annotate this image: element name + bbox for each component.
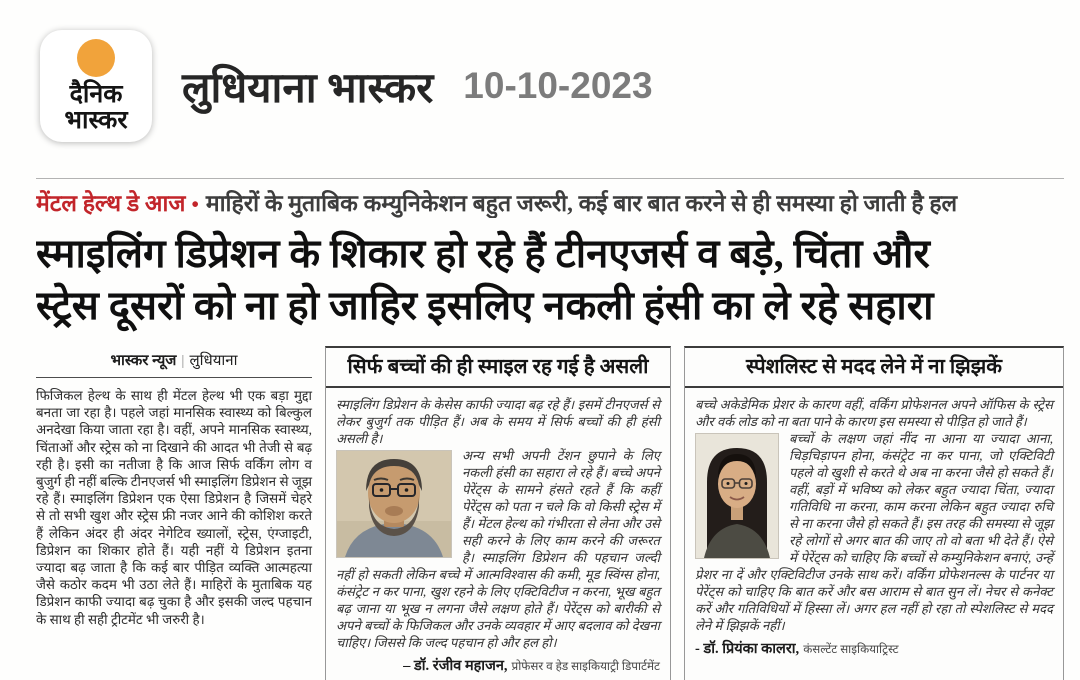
main-story-body: फिजिकल हेल्थ के साथ ही मेंटल हेल्थ भी एक बड़ा मुद्दा बनता जा रहा है। पहले जहां मानसिक स्वास्थ्य को बिल्कुल अनदेखा किया जाता रहा है। वहीं, अपने मानसिक स्वास्थ्य, चिंताओं और स्ट्रेस को ना दिखाने की आदत भी तेजी से बढ़ रही है। इसी का नतीजा है कि आज सिर्फ वर्किंग लोग व बुजुर्ग ही नहीं बल्कि टीनएजर्स भी स्माइलिंग डिप्रेशन से जूझ रहे हैं। स्माइलिंग डिप्रेशन एक ऐसा डिप्रेशन है जिसमें चेहरे से तो सभी खुश और स्ट्रेस फ्री नजर आने की कोशिश करते हैं लेकिन अंदर ही अंदर नेगेटिव ख्यालों, स्ट्रेस, एंग्जाइटी, डिप्रेशन का शिकार होते हैं। यही नहीं ये डिप्रेशन इतना ज्यादा बढ़ जाता है कि कई बार पीड़ित व्यक्ति आत्महत्या जैसे कठोर कदम भी उठा लेते हैं। माहिरों के मुताबिक यह डिप्रेशन काफी ज्यादा बढ़ चुका है और इसकी जल्द पहचान के साथ ही सही ट्रीटमेंट भी जरुरी है। [36,388,312,627]
expert-box-lead: बच्चे अकेडेमिक प्रेशर के कारण वहीं, वर्किंग प्रोफेशनल अपने ऑफिस के स्ट्रेस और वर्क लोड को ना बता पाने के कारण इस समस्या से पीड़ित हो जाते हैं। [695,397,1053,429]
attribution-title: कंसल्टेंट साइकियाट्रिस्ट [803,642,899,656]
sun-icon [77,39,115,77]
masthead [0,0,1080,142]
expert-box-flow [336,447,660,651]
kicker-tag: मेंटल हेल्थ डे आज [36,191,186,216]
byline [36,348,312,378]
expert-box-flow [695,430,1053,634]
bullet-icon: • [191,192,199,216]
expert-box-heading: स्पेशलिस्ट से मदद लेने में ना झिझकें [685,348,1063,388]
male-doctor-portrait-illustration [337,451,451,557]
edition-date: 10-10-2023 [463,65,653,106]
attribution [336,651,660,675]
top-divider [36,178,1064,179]
main-headline [36,228,1064,332]
attribution-title: प्रोफेसर व हेड साइकियाट्री डिपार्टमेंट [511,659,660,673]
male-doctor-photo [336,450,452,558]
expert-box-rest: बच्चों के लक्षण जहां नींद ना आना या ज्यादा आना, चिड़चिड़ापन होना, कंसंट्रेट ना कर पाना, जो एक्टिविटी पहले वो खुशी से करते थे अब ना करना जैसे हो सकते हैं। वहीं, बड़ों में भविष्य को लेकर बहुत ज्यादा चिंता, ज्यादा गतिविधि ना करना, काम करना लेकिन बहुत ज्यादा रुचि से ना करना जैसे हो सकते हैं। इस तरह की समस्या से जूझ रहे लोगों से अगर बात की जाए तो वो बता भी देते हैं। ऐसे में पेरेंट्स को चाहिए कि बच्चों से कम्युनिकेशन बनाएं, उन्हें प्रेशर ना दें और एक्टिविटीज उनके साथ करें। वर्किंग प्रोफेशनल्स के पार्टनर या पेरेंट्स को चाहिए कि बात करें और बस आराम से बात सुन लें। नेचर से कनेक्ट करें और गतिविधियों में हिस्सा लें। अगर हल नहीं हो रहा तो स्पेशलिस्ट से मदद लेने में झिझकें नहीं। [695,431,1053,633]
kicker-text: माहिरों के मुताबिक कम्युनिकेशन बहुत जरूरी, कई बार बात करने से ही समस्या हो जाती है हल [205,191,958,216]
byline-divider: | [181,353,185,369]
logo-wordmark [64,82,127,133]
logo-word-1: दैनिक [69,81,123,108]
byline-source: भास्कर न्यूज [110,353,177,369]
byline-location: लुधियाना [189,353,238,369]
headline-line-1: स्माइलिंग डिप्रेशन के शिकार हो रहे हैं टीनएजर्स व बड़े, चिंता और [36,231,930,276]
attribution [695,634,1053,658]
expert-box-body [326,388,670,680]
dainik-bhaskar-logo [40,30,152,142]
expert-box-lead: स्माइलिंग डिप्रेशन के केसेस काफी ज्यादा बढ़ रहे हैं। इसमें टीनएजर्स से लेकर बुजुर्ग तक पीड़ित हैं। अब के समय में सिर्फ बच्चों की ही हंसी असली है। [336,397,660,446]
expert-box-specialist-help [684,346,1064,680]
article-columns [36,346,1064,680]
kicker-strip [36,186,1064,218]
female-doctor-portrait-illustration [696,434,778,558]
main-story-column [36,346,312,680]
edition-title: लुधियाना भास्कर [182,65,434,112]
expert-box-heading: सिर्फ बच्चों की ही स्माइल रह गई है असली [326,348,670,388]
female-doctor-photo [695,433,779,559]
headline-line-2: स्ट्रेस दूसरों को ना हो जाहिर इसलिए नकली हंसी का ले रहे सहारा [36,283,934,328]
attribution-name: - डॉ. प्रियंका कालरा, [695,641,800,657]
attribution-name: – डॉ. रंजीव महाजन, [403,658,508,674]
logo-word-2: भास्कर [64,106,128,134]
expert-box-body [685,388,1063,664]
expert-box-children-smile [325,346,671,680]
expert-box-rest: अन्य सभी अपनी टेंशन छुपाने के लिए नकली हंसी का सहारा ले रहे हैं। बच्चे अपने पेरेंट्स के सामने हंसते रहते हैं कि कहीं पेरेंट्स को पता न चले कि वो किसी स्ट्रेस में हैं। मेंटल हेल्थ को गंभीरता से लेना और उसे सही करने के लिए काम करने की जरूरत है। स्माइलिंग डिप्रेशन की पहचान जल्दी नहीं हो सकती लेकिन बच्चे में आत्मविश्वास की कमी, मूड स्विंग्स होना, कंसंट्रेट न कर पाना, खुश रहने के लिए एक्टिविटीज न करना, भूख बहुत बढ़ जाना या भूख न लगना जैसे लक्षण होते हैं। पेरेंट्स को बारीकी से अपने बच्चों के फिजिकल और उनके व्यवहार में आए बदलाव को देखना चाहिए। जिससे कि जल्द पहचान हो और हल हो। [336,448,660,650]
